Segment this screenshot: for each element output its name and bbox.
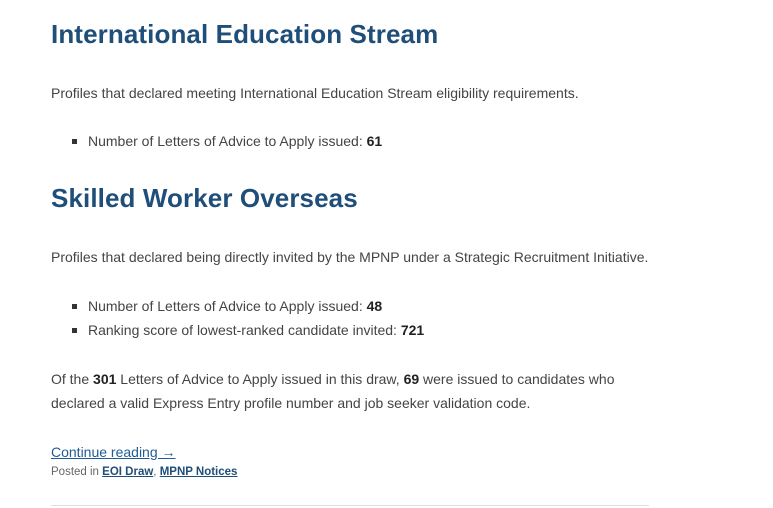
section-description-international-education: Profiles that declared meeting International Education Stream eligibility requirements. xyxy=(51,85,579,101)
section-title-international-education: International Education Stream xyxy=(51,19,439,49)
list-item-value: 48 xyxy=(366,298,383,314)
list-item-label: Ranking score of lowest-ranked candidate invited: xyxy=(88,322,401,338)
summary-prefix: Of the xyxy=(51,371,94,387)
post-divider xyxy=(51,505,649,506)
section-description-skilled-worker-overseas: Profiles that declared being directly invited by the MPNP under a Strategic Recruitment Initiative. xyxy=(51,249,649,265)
category-link-eoi-draw[interactable]: EOI Draw xyxy=(102,466,154,478)
list-item-value: 61 xyxy=(366,133,383,149)
list-item xyxy=(51,129,651,153)
list-item-value: 721 xyxy=(400,322,425,338)
list-item xyxy=(51,294,651,318)
section-title-skilled-worker-overseas: Skilled Worker Overseas xyxy=(51,183,358,213)
summary-express-count: 69 xyxy=(403,371,420,387)
list-item xyxy=(51,318,651,342)
summary-total: 301 xyxy=(93,371,117,387)
category-separator: , xyxy=(153,466,160,478)
posted-in-prefix: Posted in xyxy=(51,466,103,478)
draw-summary xyxy=(51,367,641,415)
category-link-mpnp-notices[interactable]: MPNP Notices xyxy=(159,466,238,478)
summary-suffix: were issued to candidates who declared a valid Express Entry profile number and job seeker validation code. xyxy=(51,371,615,411)
skilled-worker-overseas-list xyxy=(51,294,651,342)
international-education-list xyxy=(51,129,651,153)
list-item-label: Number of Letters of Advice to Apply issued: xyxy=(88,298,367,314)
continue-reading-link[interactable]: Continue reading → xyxy=(51,444,176,460)
list-item-label: Number of Letters of Advice to Apply issued: xyxy=(88,133,367,149)
posted-in xyxy=(51,463,237,481)
summary-middle: Letters of Advice to Apply issued in this draw, xyxy=(116,371,404,387)
